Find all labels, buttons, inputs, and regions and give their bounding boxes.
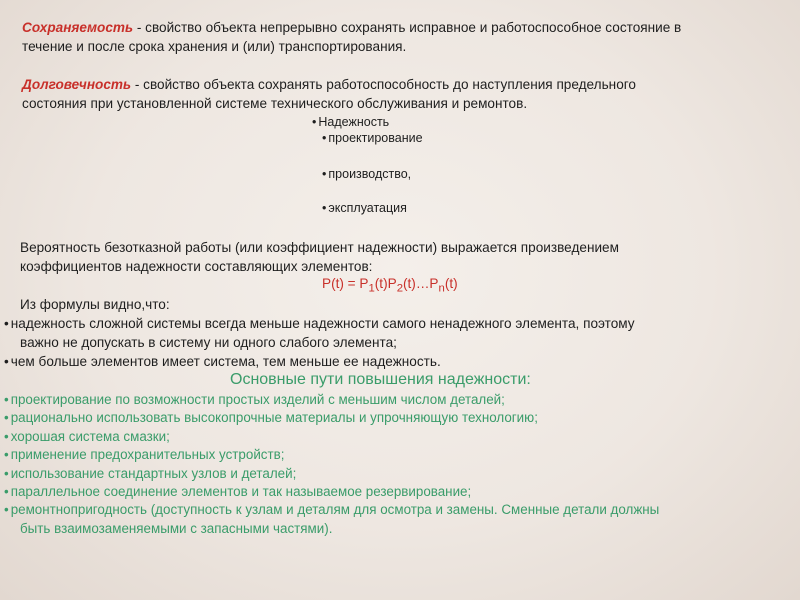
definition-text-line: состояния при установленной системе технического обслуживания и ремонтов.: [22, 96, 528, 111]
improvement-item: [4, 501, 796, 519]
improvement-item-text: рационально использовать высокопрочные материалы и упрочняющую технологию;: [10, 410, 538, 426]
improvement-item: [4, 465, 796, 483]
conclusion-item-text: чем больше элементов имеет система, тем меньше ее надежность.: [10, 354, 441, 369]
reliability-item: [322, 167, 411, 181]
conclusion-item: [4, 352, 794, 371]
improvement-item: [4, 409, 796, 427]
term-durability: Долговечность: [22, 77, 132, 92]
reliability-item: [322, 131, 423, 145]
improvement-item-continued: быть взаимозаменяемыми с запасными частями).: [20, 520, 333, 536]
improvement-item-text: применение предохранительных устройств;: [10, 447, 285, 463]
improvement-item-text: параллельное соединение элементов и так называемое резервирование;: [10, 484, 472, 500]
improvement-list: [4, 391, 796, 538]
improvement-item: [4, 446, 796, 464]
probability-text-line: коэффициентов надежности составляющих элементов:: [20, 259, 373, 274]
formula-part: (t): [444, 276, 458, 291]
improvement-item-text: ремонтнопригодность (доступность к узлам и деталям для осмотра и замены. Сменные детали должны: [10, 502, 660, 518]
definition-durability: [22, 75, 792, 113]
formula-subscript: 2: [396, 282, 403, 295]
formula-subscript: n: [438, 282, 445, 295]
improvement-item: [4, 391, 796, 409]
conclusion-item-continued: важно не допускать в систему ни одного слабого элемента;: [20, 335, 397, 350]
conclusion-item: [4, 314, 794, 333]
reliability-formula: [322, 276, 458, 295]
improvement-item: [4, 428, 796, 446]
term-preservability: Сохраняемость: [22, 20, 134, 35]
improvement-item-text: проектирование по возможности простых изделий с меньшим числом деталей;: [10, 392, 505, 407]
formula-part: (t)P: [374, 276, 397, 291]
conclusion-item-text: надежность сложной системы всегда меньше надежности самого ненадежного элемента, поэтому: [10, 316, 635, 331]
conclusion-list: [4, 314, 794, 371]
probability-text-line: Вероятность безотказной работы (или коэффициент надежности) выражается произведением: [20, 240, 619, 255]
reliability-item: [322, 201, 407, 215]
improvement-item-text: хорошая система смазки;: [10, 428, 170, 444]
reliability-item-text: проектирование: [328, 131, 423, 145]
improvement-item-text: использование стандартных узлов и деталей;: [10, 465, 297, 481]
improvement-heading: Основные пути повышения надежности:: [230, 371, 531, 388]
reliability-item-text: производство,: [328, 167, 412, 181]
formula-part: (t)…P: [403, 276, 439, 291]
definition-text-line: течение и после срока хранения и (или) транспортирования.: [22, 39, 407, 54]
conclusion-intro: Из формулы видно,что:: [20, 297, 170, 312]
formula-part: P(t) = P: [322, 276, 369, 291]
reliability-title: [312, 115, 389, 129]
definition-text-line: - свойство объекта сохранять работоспособность до наступления предельного: [131, 77, 636, 92]
reliability-title-text: Надежность: [318, 115, 390, 129]
reliability-item-text: эксплуатация: [328, 201, 407, 215]
probability-paragraph: [20, 238, 790, 276]
formula-subscript: 1: [368, 282, 375, 295]
definition-preservability: [22, 18, 792, 56]
improvement-item: [4, 483, 796, 501]
definition-text-line: - свойство объекта непрерывно сохранять исправное и работоспособное состояние в: [133, 20, 682, 35]
